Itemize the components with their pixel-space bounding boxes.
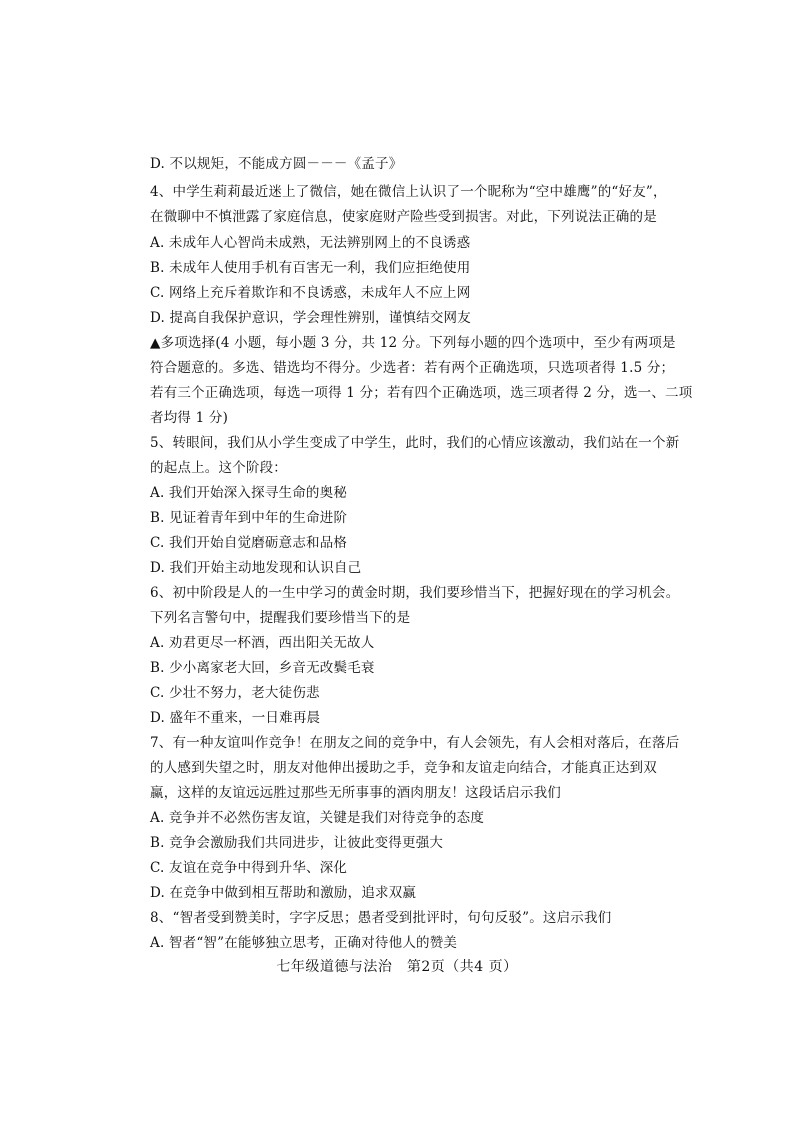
question-5-option-a: A. 我们开始深入探寻生命的奥秘 bbox=[150, 485, 348, 501]
question-6-option-d: D. 盛年不重来，一日难再晨 bbox=[150, 710, 321, 726]
question-4-option-d: D. 提高自我保护意识，学会理性辨别，谨慎结交网友 bbox=[150, 310, 471, 326]
question-7-option-c: C. 友谊在竞争中得到升华、深化 bbox=[150, 860, 348, 876]
section-instructions-line-2: 符合题意的。多选、错选均不得分。少选者：若有两个正确选项，只选项者得 1.5 分； bbox=[150, 360, 675, 376]
question-5-stem-line-1: 5、转眼间，我们从小学生变成了中学生，此时，我们的心情应该激动，我们站在一个新 bbox=[150, 435, 680, 451]
question-7-stem-line-3: 赢，这样的友谊远远胜过那些无所事事的酒肉朋友！这段话启示我们 bbox=[150, 785, 561, 801]
question-4-stem-line-2: 在微聊中不慎泄露了家庭信息，使家庭财产险些受到损害。对此，下列说法正确的是 bbox=[150, 209, 657, 225]
question-7-option-d: D. 在竞争中做到相互帮助和激励，追求双赢 bbox=[150, 885, 417, 901]
question-7-stem-line-1: 7、有一种友谊叫作竞争！在朋友之间的竞争中，有人会领先，有人会相对落后，在落后 bbox=[150, 735, 680, 751]
question-8-option-a: A. 智者“智”在能够独立思考，正确对待他人的赞美 bbox=[150, 935, 458, 951]
question-5-stem-line-2: 的起点上。这个阶段： bbox=[150, 460, 287, 476]
question-6-stem-line-2: 下列名言警句中，提醒我们要珍惜当下的是 bbox=[150, 610, 411, 626]
question-8-stem: 8、“智者受到赞美时，字字反思；愚者受到批评时，句句反驳”。这启示我们 bbox=[150, 910, 612, 926]
section-instructions-line-3: 若有三个正确选项，每选一项得 1 分；若有四个正确选项，选三项者得 2 分，选一、二项 bbox=[150, 385, 693, 401]
question-6-stem-line-1: 6、初中阶段是人的一生中学习的黄金时期，我们要珍惜当下，把握好现在的学习机会。 bbox=[150, 585, 680, 601]
question-7-option-a: A. 竞争并不必然伤害友谊，关键是我们对待竞争的态度 bbox=[150, 810, 485, 826]
section-instructions-line-1: ▲多项选择(4 小题，每小题 3 分，共 12 分。下列每小题的四个选项中，至少有两项是 bbox=[150, 335, 676, 351]
option-d-q3: D. 不以规矩，不能成方圆－－－《孟子》 bbox=[150, 156, 403, 172]
page-footer: 七年级道德与法治 第2页（共4 页） bbox=[276, 959, 518, 975]
section-instructions-line-4: 者均得 1 分) bbox=[150, 410, 229, 426]
question-6-option-c: C. 少壮不努力，老大徒伤悲 bbox=[150, 685, 320, 701]
question-4-option-a: A. 未成年人心智尚未成熟，无法辨别网上的不良诱惑 bbox=[150, 235, 471, 251]
question-5-option-d: D. 我们开始主动地发现和认识自己 bbox=[150, 560, 362, 576]
question-5-option-c: C. 我们开始自觉磨砺意志和品格 bbox=[150, 535, 348, 551]
question-4-option-c: C. 网络上充斥着欺诈和不良诱惑，未成年人不应上网 bbox=[150, 285, 471, 301]
question-6-option-b: B. 少小离家老大回，乡音无改鬓毛衰 bbox=[150, 660, 375, 676]
question-7-stem-line-2: 的人感到失望之时，朋友对他伸出援助之手，竞争和友谊走向结合，才能真正达到双 bbox=[150, 760, 657, 776]
question-5-option-b: B. 见证着青年到中年的生命进阶 bbox=[150, 510, 348, 526]
question-4-stem-line-1: 4、中学生莉莉最近迷上了微信，她在微信上认识了一个昵称为“空中雄鹰”的“好友”， bbox=[150, 184, 667, 200]
question-6-option-a: A. 劝君更尽一杯酒，西出阳关无故人 bbox=[150, 635, 375, 651]
question-7-option-b: B. 竞争会激励我们共同进步，让彼此变得更强大 bbox=[150, 835, 444, 851]
question-4-option-b: B. 未成年人使用手机有百害无一利，我们应拒绝使用 bbox=[150, 260, 471, 276]
